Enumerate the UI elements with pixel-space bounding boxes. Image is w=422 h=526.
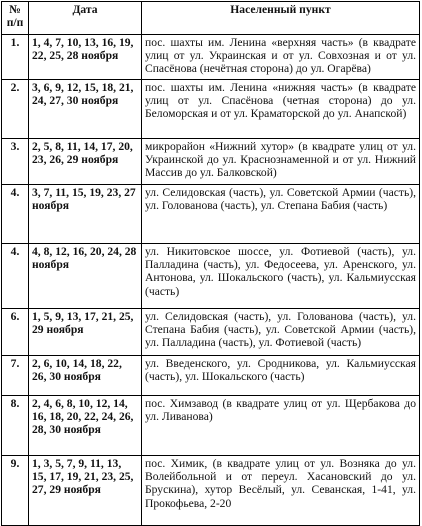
row-locality: пос. шахты им. Ленина «верхняя часть» (в квадрате улиц от ул. Украинская и от ул. Совхозная и от ул. Спасёнова (нечётная сторона) до ул. Огарёва) <box>142 35 420 80</box>
table-row <box>2 309 420 356</box>
row-number: 7. <box>2 356 29 396</box>
row-dates: 3, 7, 11, 15, 19, 23, 27 ноября <box>29 185 142 244</box>
table-row <box>2 80 420 139</box>
row-number: 8. <box>2 396 29 456</box>
row-locality: ул. Введенского, ул. Сродникова, ул. Кальмиусская (часть), ул. Шокальского (часть) <box>142 356 420 396</box>
header-locality: Населенный пункт <box>142 2 420 35</box>
row-number: 9. <box>2 456 29 526</box>
row-locality: пос. шахты им. Ленина «нижняя часть» (в квадрате улиц от ул. Спасёнова (четная сторона) до ул. Беломорская и от ул. Краматорской до ул. Анапской) <box>142 80 420 139</box>
table-row <box>2 244 420 309</box>
row-number: 3. <box>2 139 29 185</box>
row-number: 4. <box>2 185 29 244</box>
row-dates: 1, 5, 9, 13, 17, 21, 25, 29 ноября <box>29 309 142 356</box>
row-dates: 3, 6, 9, 12, 15, 18, 21, 24, 27, 30 ноября <box>29 80 142 139</box>
row-number: 6. <box>2 309 29 356</box>
row-dates: 2, 4, 6, 8, 10, 12, 14, 16, 18, 20, 22, 24, 26, 28, 30 ноября <box>29 396 142 456</box>
header-date: Дата <box>29 2 142 35</box>
row-locality: ул. Никитовское шоссе, ул. Фотиевой (часть), ул. Палладина (часть), ул. Федосеева, ул. Аренского, ул. Антонова, ул. Шокальского (часть), ул. Кальмиусская (часть) <box>142 244 420 309</box>
table-row <box>2 185 420 244</box>
table-row <box>2 396 420 456</box>
row-dates: 2, 6, 10, 14, 18, 22, 26, 30 ноября <box>29 356 142 396</box>
row-number: 4. <box>2 244 29 309</box>
header-number: № п/п <box>2 2 29 35</box>
header-row <box>2 2 420 35</box>
row-locality: пос. Химик, (в квадрате улиц от ул. Возняка до ул. Волейбольной и от переул. Хасановский до ул. Брускина), хутор Весёлый, ул. Севанская, 1-41, ул. Прокофьева, 2-20 <box>142 456 420 526</box>
schedule-table <box>1 1 420 526</box>
row-locality: пос. Химзавод (в квадрате улиц от ул. Щербакова до ул. Ливанова) <box>142 396 420 456</box>
table-row <box>2 456 420 526</box>
table-row <box>2 139 420 185</box>
row-number: 1. <box>2 35 29 80</box>
row-locality: ул. Селидовская (часть), ул. Голованова (часть), ул. Степана Бабия (часть), ул. Советской Армии (часть), ул. Палладина (часть), ул. Фотиевой (часть) <box>142 309 420 356</box>
row-dates: 1, 4, 7, 10, 13, 16, 19, 22, 25, 28 ноября <box>29 35 142 80</box>
row-dates: 4, 8, 12, 16, 20, 24, 28 ноября <box>29 244 142 309</box>
row-locality: ул. Селидовская (часть), ул. Советской Армии (часть), ул. Голованова (часть), ул. Степана Бабия (часть) <box>142 185 420 244</box>
row-dates: 1, 3, 5, 7, 9, 11, 13, 15, 17, 19, 21, 23, 25, 27, 29 ноября <box>29 456 142 526</box>
table-row <box>2 356 420 396</box>
row-locality: микрорайон «Нижний хутор» (в квадрате улиц от ул. Украинской до ул. Краснознаменной и от ул. Нижний Массив до ул. Балковской) <box>142 139 420 185</box>
table-row <box>2 35 420 80</box>
row-number: 2. <box>2 80 29 139</box>
row-dates: 2, 5, 8, 11, 14, 17, 20, 23, 26, 29 ноября <box>29 139 142 185</box>
